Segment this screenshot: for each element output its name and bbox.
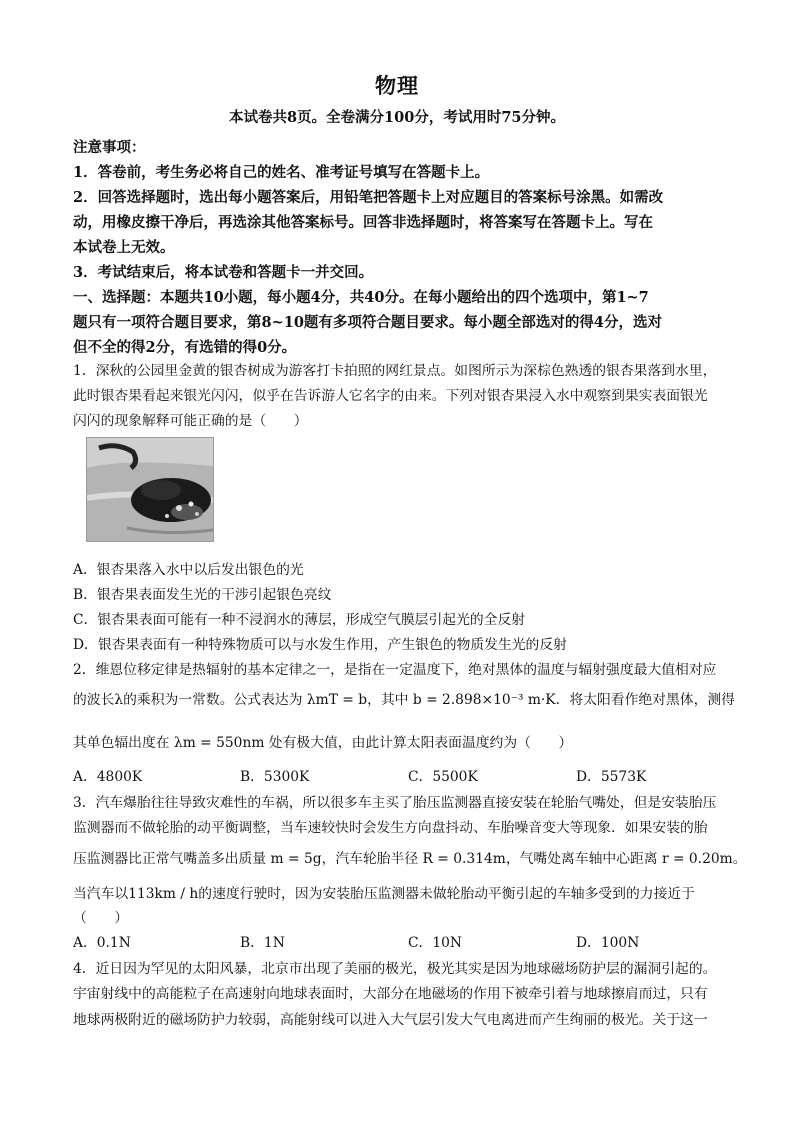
notice-item: 动，用橡皮擦干净后，再选涂其他答案标号。回答非选择题时，将答案写在答题卡上。写在 <box>73 214 653 231</box>
section-heading: 但不全的得2分，有选错的得0分。 <box>73 339 297 356</box>
option-b: B．银杏果表面发生光的干涉引起银色亮纹 <box>73 587 332 603</box>
option-d: D．100N <box>576 935 640 951</box>
option-d: D．银杏果表面有一种特殊物质可以与水发生作用，产生银色的物质发生光的反射 <box>73 637 567 653</box>
option-a: A．0.1N <box>73 935 131 951</box>
question-stem: 3．汽车爆胎往往导致灾难性的车祸，所以很多车主买了胎压监测器直接安装在轮胎气嘴处，但是安装胎压 <box>73 795 717 811</box>
option-c: C．5500K <box>408 769 478 785</box>
option-d: D．5573K <box>576 769 647 785</box>
question-stem: （ ） <box>73 910 129 926</box>
option-c: C．银杏果表面可能有一种不浸润水的薄层，形成空气膜层引起光的全反射 <box>73 612 526 628</box>
question-stem: 其单色辐出度在 λm = 550nm 处有极大值，由此计算太阳表面温度约为（ ） <box>73 735 573 751</box>
question-stem: 闪闪的现象解释可能正确的是（ ） <box>73 413 308 429</box>
notice-item: 2．回答选择题时，选出每小题答案后，用铅笔把答题卡上对应题目的答案标号涂黑。如需改 <box>73 189 664 206</box>
page-subtitle: 本试卷共8页。全卷满分100分，考试用时75分钟。 <box>228 109 566 126</box>
question-stem: 压监测器比正常气嘴盖多出质量 m = 5g，汽车轮胎半径 R = 0.314m，气嘴处离车轴中心距离 r = 0.20m。 <box>73 851 747 867</box>
ginkgo-fruit-in-water-photo <box>86 437 214 542</box>
question-stem: 1．深秋的公园里金黄的银杏树成为游客打卡拍照的网红景点。如图所示为深棕色熟透的银杏果落到水里， <box>73 363 717 379</box>
question-stem: 2．维恩位移定律是热辐射的基本定律之一，是指在一定温度下，绝对黑体的温度与辐射强度最大值相对应 <box>73 662 717 678</box>
question-stem: 当汽车以113km / h的速度行驶时，因为安装胎压监测器未做轮胎动平衡引起的车轴多受到的力接近于 <box>73 886 695 902</box>
option-b: B．5300K <box>240 769 310 785</box>
question-stem: 监测器而不做轮胎的动平衡调整，当车速较快时会发生方向盘抖动、车胎噪音变大等现象．如果安装的胎 <box>73 820 708 836</box>
notice-heading: 注意事项： <box>73 139 146 156</box>
section-heading: 题只有一项符合题目要求，第8~10题有多项符合题目要求。每小题全部选对的得4分，选对 <box>73 314 663 331</box>
option-a: A．银杏果落入水中以后发出银色的光 <box>73 562 304 578</box>
page-title: 物理 <box>375 73 419 98</box>
option-b: B．1N <box>240 935 285 951</box>
option-a: A．4800K <box>73 769 143 785</box>
section-heading: 一、选择题：本题共10小题，每小题4分，共40分。在每小题给出的四个选项中，第1~7 <box>73 289 649 306</box>
notice-item: 本试卷上无效。 <box>73 239 175 256</box>
notice-item: 1．答卷前，考生务必将自己的姓名、准考证号填写在答题卡上。 <box>73 164 490 181</box>
question-stem: 的波长λ的乘积为一常数。公式表达为 λmT = b，其中 b = 2.898×10⁻³ m·K．将太阳看作绝对黑体，测得 <box>73 692 735 708</box>
question-stem: 此时银杏果看起来银光闪闪，似乎在告诉游人它名字的由来。下列对银杏果浸入水中观察到果实表面银光 <box>73 388 708 404</box>
notice-item: 3．考试结束后，将本试卷和答题卡一并交回。 <box>73 264 374 281</box>
question-stem: 宇宙射线中的高能粒子在高速射向地球表面时，大部分在地磁场的作用下被牵引着与地球擦肩而过，只有 <box>73 986 708 1002</box>
question-stem: 地球两极附近的磁场防护力较弱，高能射线可以进入大气层引发大气电离进而产生绚丽的极光。关于这一 <box>73 1012 708 1028</box>
question-stem: 4．近日因为罕见的太阳风暴，北京市出现了美丽的极光，极光其实是因为地球磁场防护层的漏洞引起的。 <box>73 961 717 977</box>
option-c: C．10N <box>408 935 462 951</box>
